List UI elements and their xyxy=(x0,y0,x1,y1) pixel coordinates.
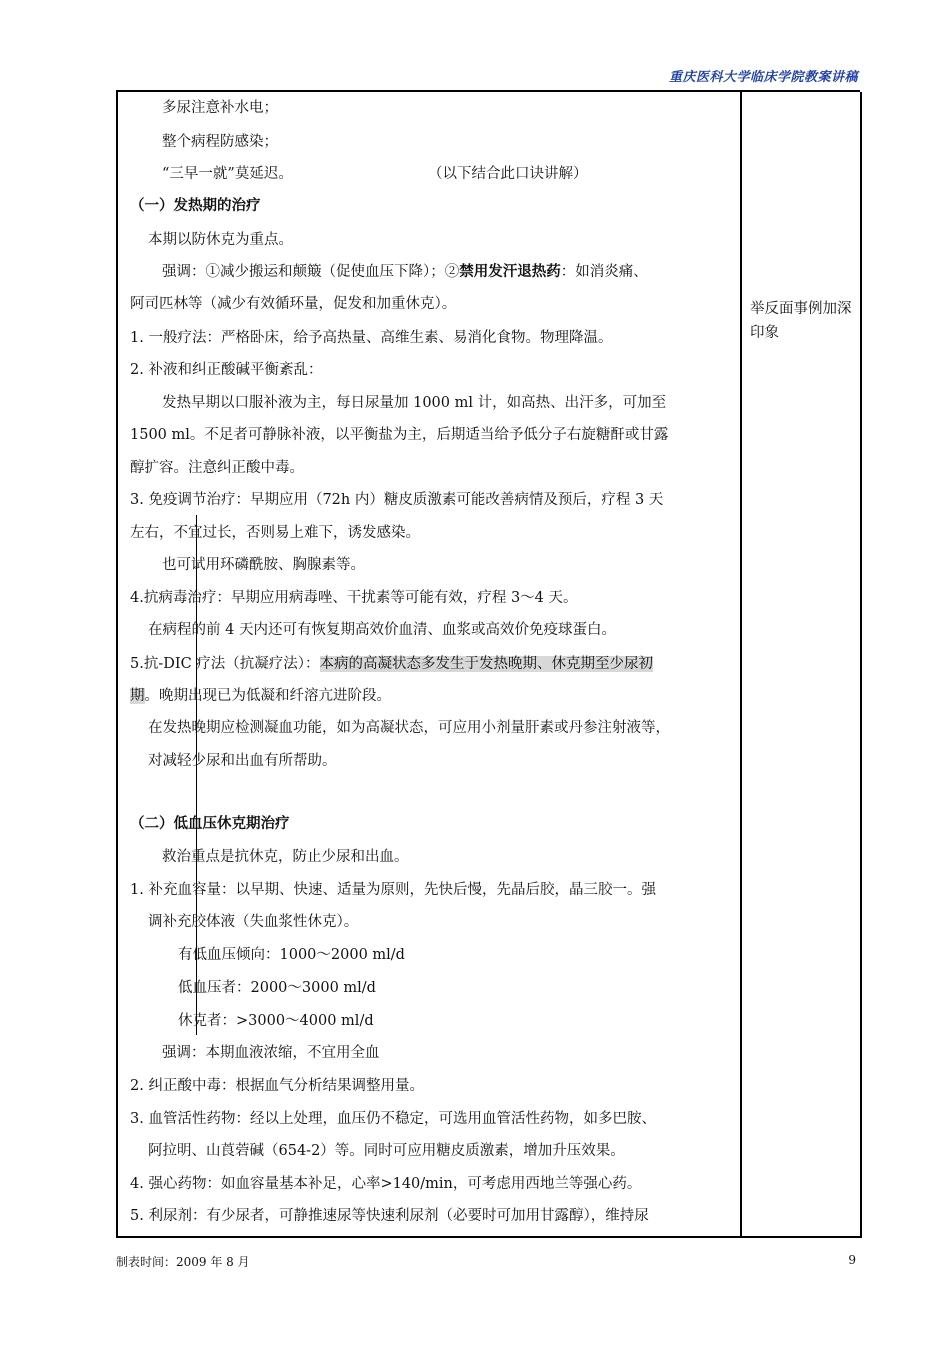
text-line: 整个病程防感染； xyxy=(162,134,278,150)
text-line: 多尿注意补水电； xyxy=(162,100,278,116)
text-line: （以下结合此口诀讲解） xyxy=(428,166,588,182)
text-line: 本期以防休克为重点。 xyxy=(148,232,293,248)
side-note: 举反面事例加深印象 xyxy=(750,301,852,341)
text-line: 阿司匹林等（减少有效循环量，促发和加重休克）。 xyxy=(130,296,457,312)
text-line: 休克者：>3000～4000 ml/d xyxy=(178,1013,374,1029)
text-line: 4. 强心药物：如血容量基本补足，心率>140/min，可考虑用西地兰等强心药。 xyxy=(130,1176,642,1192)
footer-date: 制表时间：2009 年 8 月 xyxy=(116,1255,250,1269)
page-number: 9 xyxy=(848,1253,856,1267)
bold-text: 禁用发汗退热药 xyxy=(459,263,561,280)
text-line: 2. 补液和纠正酸碱平衡紊乱： xyxy=(130,362,323,378)
annotation-brace xyxy=(196,515,207,1035)
text-line: 救治重点是抗休克，防止少尿和出血。 xyxy=(162,849,409,865)
text-span: 5.抗-DIC 疗法（抗凝疗法）： xyxy=(130,656,320,672)
text-span: 强调：①减少搬运和颠簸（促使血压下降）；② xyxy=(162,264,460,280)
lecture-table xyxy=(116,92,862,1238)
text-line xyxy=(130,686,391,706)
text-line: 对减轻少尿和出血有所帮助。 xyxy=(148,753,337,769)
text-line: 1. 一般疗法：严格卧床，给予高热量、高维生素、易消化食物。物理降温。 xyxy=(130,330,613,346)
text-span: ：如消炎痛、 xyxy=(560,264,648,280)
text-line: 醇扩容。注意纠正酸中毒。 xyxy=(130,460,304,476)
text-line: “三早一就”莫延迟。 xyxy=(162,166,293,182)
text-line: 调补充胶体液（失血浆性休克）。 xyxy=(148,914,359,930)
text-line: 在发热晚期应检测凝血功能，如为高凝状态，可应用小剂量肝素或丹参注射液等， xyxy=(148,720,670,736)
text-line: 2. 纠正酸中毒：根据血气分析结果调整用量。 xyxy=(130,1078,424,1094)
text-line: 发热早期以口服补液为主，每日尿量加 1000 ml 计，如高热、出汗多，可加至 xyxy=(162,395,667,411)
text-line: 4.抗病毒治疗：早期应用病毒唑、干扰素等可能有效，疗程 3～4 天。 xyxy=(130,590,578,606)
text-line: 也可试用环磷酰胺、胸腺素等。 xyxy=(162,557,365,573)
text-line xyxy=(162,262,648,282)
section-heading: （一）发热期的治疗 xyxy=(130,197,261,214)
text-line: 在病程的前 4 天内还可有恢复期高效价血清、血浆或高效价免疫球蛋白。 xyxy=(148,622,616,638)
text-line: 阿拉明、山莨菪碱（654-2）等。同时可应用糖皮质激素，增加升压效果。 xyxy=(148,1143,625,1159)
text-line: 1500 ml。不足者可静脉补液，以平衡盐为主，后期适当给予低分子右旋糖酐或甘露 xyxy=(130,427,669,443)
text-span: 。晚期出现已为低凝和纤溶亢进阶段。 xyxy=(144,688,391,704)
text-line xyxy=(130,654,653,674)
section-heading: （二）低血压休克期治疗 xyxy=(130,815,290,832)
text-line: 有低血压倾向：1000～2000 ml/d xyxy=(178,947,405,963)
text-line: 5. 利尿剂：有少尿者，可静推速尿等快速利尿剂（必要时可加用甘露醇），维持尿 xyxy=(130,1208,649,1224)
highlighted-text: 期 xyxy=(130,688,145,704)
text-line: 3. 免疫调节治疗：早期应用（72h 内）糖皮质激素可能改善病情及预后，疗程 3 天 xyxy=(130,492,664,508)
text-line: 3. 血管活性药物：经以上处理，血压仍不稳定，可选用血管活性药物，如多巴胺、 xyxy=(130,1111,656,1127)
text-line: 1. 补充血容量：以早期、快速、适量为原则，先快后慢，先晶后胶，晶三胶一。强 xyxy=(130,882,656,898)
text-line: 左右，不宜过长，否则易上难下，诱发感染。 xyxy=(130,525,420,541)
document-header-title: 重庆医科大学临床学院教案讲稿 xyxy=(668,70,858,85)
column-divider xyxy=(740,92,742,1236)
text-line: 低血压者：2000～3000 ml/d xyxy=(178,980,376,996)
highlighted-text: 本病的高凝状态多发生于发热晚期、休克期至少尿初 xyxy=(319,656,654,672)
text-line: 强调：本期血液浓缩，不宜用全血 xyxy=(162,1045,380,1061)
